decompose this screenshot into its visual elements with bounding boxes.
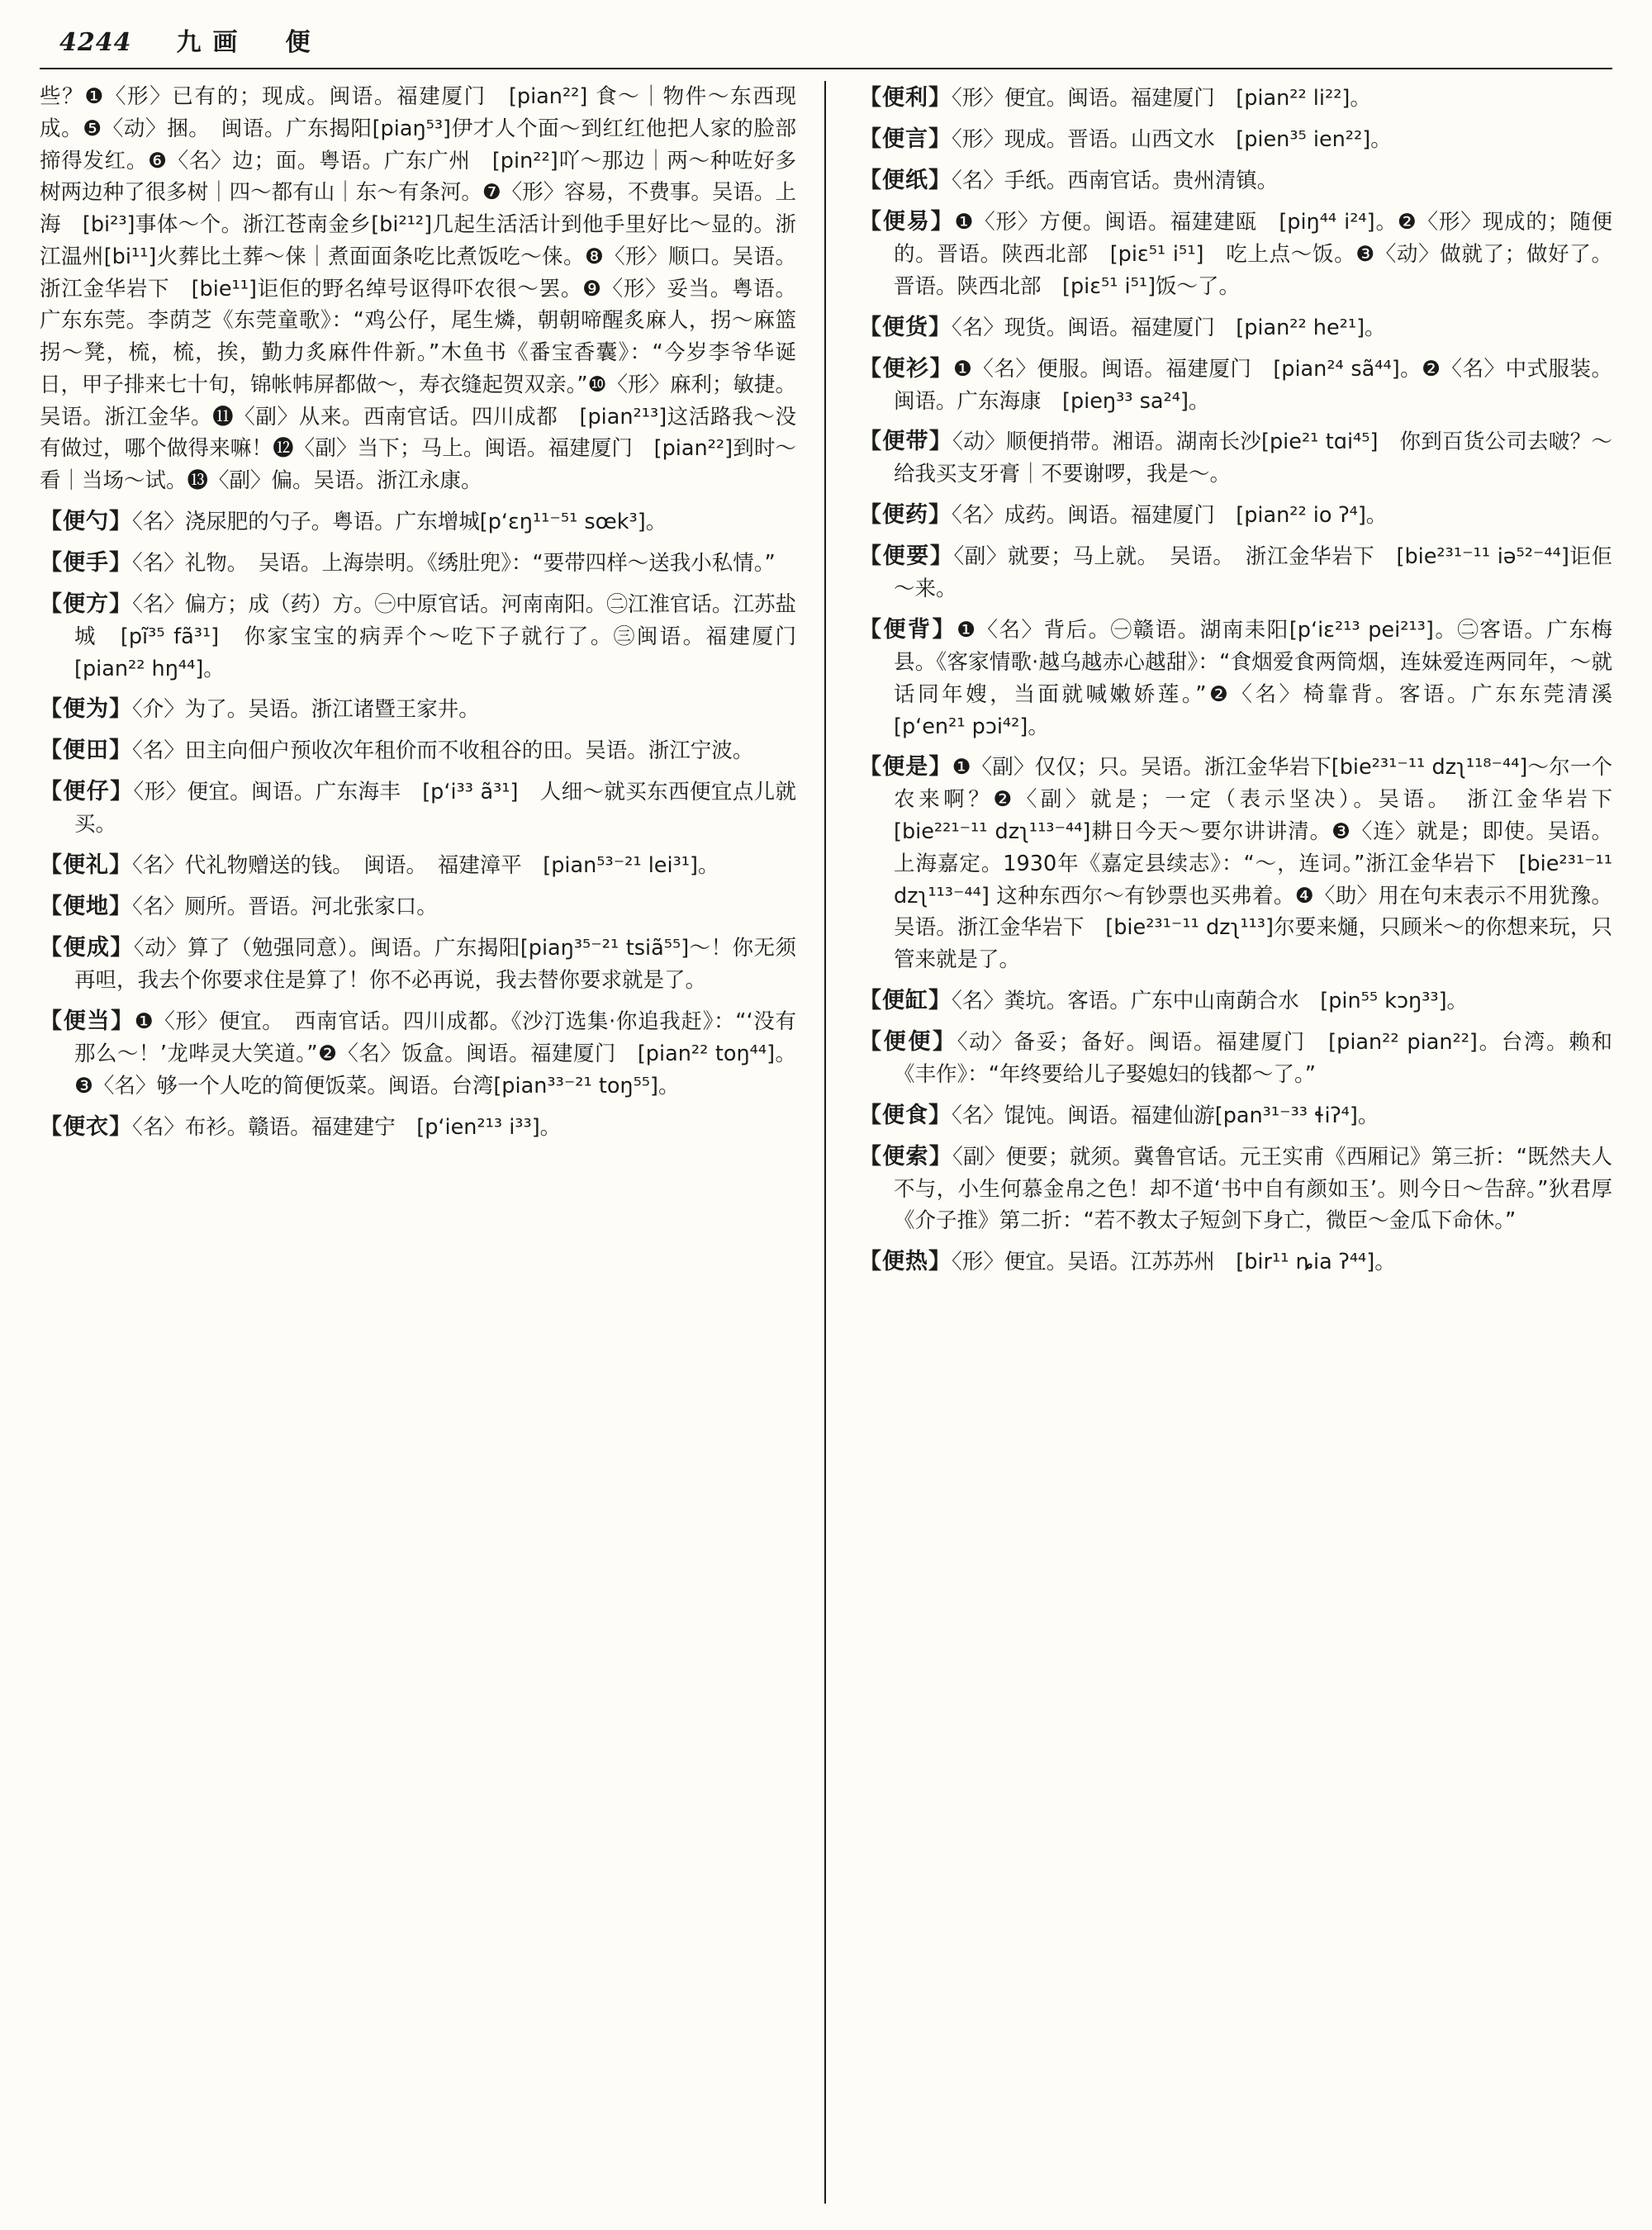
entry-text: ❶〈形〉便宜。 西南官话。四川成都。《沙汀选集·你追我赶》：“‘没有那么～！’龙哔灵大笑道。”❷〈名〉饭盒。闽语。福建厦门 [pian²² toŋ⁴⁴]。❸〈名〉够一个人吃的简便饭菜。闽语。台湾[pian³³⁻²¹ toŋ⁵⁵]。 <box>74 1009 796 1098</box>
entry-bian-yao <box>859 539 1612 605</box>
headword: 【便当】 <box>40 1008 135 1035</box>
entry-bian-cheng <box>40 931 796 997</box>
entry-bian-bian <box>859 1025 1612 1091</box>
entry-text: ❶〈名〉背后。㊀赣语。湖南耒阳[pʻiɛ²¹³ pei²¹³]。㊁客语。广东梅县。《客家情歌·越乌越赤心越甜》：“食烟爱食两筒烟，连妹爱连两同年，～就话同年嫂，当面就喊嫩娇莲。”❷〈名〉椅靠背。客语。广东东莞清溪 [pʻen²¹ pɔi⁴²]。 <box>894 618 1634 739</box>
headword: 【便仔】 <box>40 779 134 805</box>
headword: 【便勺】 <box>40 508 132 534</box>
entry-text: 〈动〉顺便捎带。湘语。湖南长沙[pie²¹ tɑi⁴⁵] 你到百货公司去啵？～给我买支牙膏｜不要谢啰，我是～。 <box>894 429 1613 487</box>
headword: 【便便】 <box>859 1028 957 1055</box>
headword: 【便热】 <box>859 1249 952 1275</box>
entry-bian-yao-medicine <box>859 498 1612 532</box>
entry-text: 〈副〉就要；马上就。 吴语。 浙江金华岩下 [bie²³¹⁻¹¹ iə⁵²⁻⁴⁴]讵佢～来。 <box>894 544 1612 602</box>
headword: 【便地】 <box>40 894 132 920</box>
running-head <box>40 21 1612 64</box>
headword: 【便为】 <box>40 696 132 723</box>
entry-text: 〈动〉算了（勉强同意）。闽语。广东揭阳[piaŋ³⁵⁻²¹ tsiã⁵⁵]～！你无须再呾，我去个你要求住是算了！你不必再说，我去替你要求就是了。 <box>74 936 797 994</box>
entry-bian-fang <box>40 587 818 686</box>
entry-bian-shan <box>859 352 1612 418</box>
entry-text: 〈名〉浇尿肥的勺子。粤语。广东增城[pʻɛŋ¹¹⁻⁵¹ sœk³]。 <box>132 509 667 534</box>
page-number: 4244 <box>59 28 132 57</box>
entry-text: 〈名〉手纸。西南官话。贵州清镇。 <box>952 168 1279 194</box>
entry-text: ❶〈副〉仅仅；只。吴语。浙江金华岩下[bie²³¹⁻¹¹ dzʅ¹¹⁸⁻⁴⁴]～尔一个农来啊？❷〈副〉就是；一定（表示坚决）。吴语。 浙江金华岩下 [bie²²¹⁻¹¹ dzʅ¹¹³⁻⁴⁴]耕日今天～要尔讲讲清。❸〈连〉就是；即使。吴语。上海嘉定。1930年《嘉定县续志》：“～，连词。”浙江金华岩下 [bie²³¹⁻¹¹ dzʅ¹¹³⁻⁴⁴] 这种东西尔～有钞票也买弗着。❹〈助〉用在句末表示不用犹豫。吴语。浙江金华岩下 [bie²³¹⁻¹¹ dzʅ¹¹³]尔要来熥，只顾米～的你想来玩，只管来就是了。 <box>894 755 1634 973</box>
entry-bian-yi <box>859 205 1612 303</box>
entry-bian-shi-food <box>859 1098 1612 1132</box>
two-column-body <box>40 81 1634 2204</box>
entry-text: 〈形〉便宜。闽语。福建厦门 [pian²² li²²]。 <box>952 86 1371 111</box>
entry-bian-huo <box>859 311 1612 344</box>
entry-text: 〈副〉便要；就须。冀鲁官话。元王实甫《西厢记》第三折：“既然夫人不与，小生何慕金帛之色！却不道‘书中自有颜如玉’。则今日～告辞。”狄君厚《介子推》第二折：“若不教太子短剑下身亡，微臣～金瓜下命休。” <box>894 1144 1613 1234</box>
entry-text: ❶〈名〉便服。闽语。福建厦门 [pian²⁴ sã⁴⁴]。❷〈名〉中式服装。闽语。广东海康 [pieŋ³³ sa²⁴]。 <box>894 356 1613 414</box>
headword: 【便药】 <box>859 502 952 529</box>
entry-text: 〈名〉馄饨。闽语。福建仙游[pan³¹⁻³³ ɬiʔ⁴]。 <box>952 1103 1379 1128</box>
entry-bian-li-gift <box>40 848 796 882</box>
headword: 【便利】 <box>859 85 952 111</box>
headword: 【便易】 <box>859 209 955 235</box>
headword: 【便言】 <box>859 126 952 153</box>
headword: 【便要】 <box>859 543 954 570</box>
headword: 【便带】 <box>859 429 953 455</box>
entry-text: ❶〈形〉方便。闽语。福建建瓯 [piŋ⁴⁴ i²⁴]。❷〈形〉现成的；随便的。晋语。陕西北部 [piɛ⁵¹ i⁵¹] 吃上点～饭。❸〈动〉做就了；做好了。晋语。陕西北部 [piɛ⁵¹ i⁵¹]饭～了。 <box>894 210 1612 299</box>
headword: 【便衣】 <box>40 1113 132 1140</box>
headword: 【便衫】 <box>859 355 953 382</box>
entry-text: 〈名〉田主向佃户预收次年租价而不收租谷的田。吴语。浙江宁波。 <box>132 738 754 764</box>
page-title: 九画 便 <box>176 28 322 57</box>
entry-bian-dang <box>40 1004 796 1103</box>
entry-bian-yi-cloth <box>40 1110 796 1144</box>
entry-text: 〈形〉便宜。吴语。江苏苏州 [bir¹¹ ȵia ʔ⁴⁴]。 <box>952 1250 1396 1275</box>
entry-text: 〈名〉布衫。赣语。福建建宁 [pʻien²¹³ i³³]。 <box>132 1114 562 1140</box>
entry-text: 〈名〉代礼物赠送的钱。 闽语。 福建漳平 [pian⁵³⁻²¹ lei³¹]。 <box>132 853 719 879</box>
headword: 【便背】 <box>859 617 957 643</box>
headword: 【便方】 <box>40 591 133 617</box>
entry-text: 〈名〉现货。闽语。福建厦门 [pian²² he²¹]。 <box>952 315 1386 340</box>
headword: 【便成】 <box>40 935 134 961</box>
entry-text: 些？❶〈形〉已有的；现成。闽语。福建厦门 [pian²²] 食～｜物件～东西现成。❺〈动〉捆。 闽语。广东揭阳[piaŋ⁵³]伊才人个面～到红红他把人家的脸部揥得发红。❻〈名〉边；面。粤语。广东广州 [pin²²]吖～那边｜两～种咗好多树两边种了很多树｜四～都有山｜东～有条河。❼〈形〉容易，不费事。吴语。上海 [bi²³]事体～个。浙江苍南金乡[bi²¹²]几起生活活计到他手里好比～显的。浙江温州[bi¹¹]火葬比土葬～俫｜煮面面条吃比煮饭吃～俫。❽〈形〉顺口。吴语。浙江金华岩下 [bie¹¹]讵佢的野名绰号讴得吓农很～罢。❾〈形〉妥当。粤语。广东东莞。李荫芝《东莞童歌》：“鸡公仔，尾生燐，朝朝啼醒炙麻人，拐～麻篮拐～凳，梳，梳，挨，勤力炙麻件件新。”木鱼书《番宝香囊》：“今岁李爷华诞日，甲子排来七十旬，锦帐帏屏都做～，寿衣缝起贺双亲。”❿〈形〉麻利；敏捷。吴语。浙江金华。⓫〈副〉从来。西南官话。四川成都 [pian²¹³]这活路我～没有做过，哪个做得来嘛！⓬〈副〉当下；马上。闽语。福建厦门 [pian²²]到时～看｜当场～试。⓭〈副〉偏。吴语。浙江永康。 <box>40 84 796 493</box>
headword: 【便田】 <box>40 738 132 764</box>
entry-bian-re <box>859 1245 1612 1279</box>
headword: 【便缸】 <box>859 987 952 1013</box>
entry-bian-shao <box>40 505 796 539</box>
entry-text: 〈介〉为了。吴语。浙江诸暨王家井。 <box>132 697 480 723</box>
entry-text: 〈名〉成药。闽语。福建厦门 [pian²² io ʔ⁴]。 <box>952 503 1388 529</box>
headword: 【便纸】 <box>859 168 952 194</box>
right-column <box>826 81 1634 2204</box>
entry-bian-dai <box>859 425 1612 491</box>
headword: 【便食】 <box>859 1102 952 1128</box>
headword: 【便手】 <box>40 549 132 576</box>
headword: 【便索】 <box>859 1143 953 1170</box>
headword: 【便是】 <box>859 754 952 780</box>
entry-continuation <box>40 81 796 497</box>
entry-bian-bei <box>859 613 1634 743</box>
entry-bian-yan <box>859 122 1612 156</box>
entry-text: 〈名〉偏方；成（药）方。㊀中原官话。河南南阳。㊁江淮官话。江苏盐城 [pĩ³⁵ fã³¹] 你家宝宝的病弄个～吃下子就行了。㊂闽语。福建厦门 [pian²² hŋ⁴⁴]。 <box>74 591 818 681</box>
entry-text: 〈名〉粪坑。客语。广东中山南蓢合水 [pin⁵⁵ kɔŋ³³]。 <box>952 988 1469 1013</box>
left-column <box>40 81 826 2204</box>
entry-bian-gang <box>859 984 1612 1018</box>
headword: 【便货】 <box>859 314 952 340</box>
entry-bian-zhi <box>859 164 1612 197</box>
entry-text: 〈名〉厕所。晋语。河北张家口。 <box>132 894 438 920</box>
headword: 【便礼】 <box>40 852 132 879</box>
entry-text: 〈动〉备妥；备好。闽语。福建厦门 [pian²² pian²²]。台湾。赖和《丰作》：“年终要给儿子娶媳妇的钱都～了。” <box>894 1029 1612 1087</box>
entry-bian-suo <box>859 1140 1612 1238</box>
entry-bian-wei <box>40 692 796 726</box>
header-divider <box>40 68 1612 69</box>
entry-bian-tian <box>40 733 796 767</box>
entry-bian-shi <box>859 750 1634 976</box>
entry-text: 〈形〉便宜。闽语。广东海丰 [pʻi³³ ã³¹] 人细～就买东西便宜点儿就买。 <box>74 780 796 837</box>
entry-text: 〈名〉礼物。 吴语。上海崇明。《绣肚兜》：“要带四样～送我小私情。” <box>132 550 776 576</box>
entry-bian-zai <box>40 775 796 841</box>
entry-bian-shou <box>40 546 796 580</box>
entry-bian-li <box>859 81 1612 115</box>
entry-bian-di <box>40 890 796 923</box>
entry-text: 〈形〉现成。晋语。山西文水 [pien³⁵ ien²²]。 <box>952 127 1392 153</box>
